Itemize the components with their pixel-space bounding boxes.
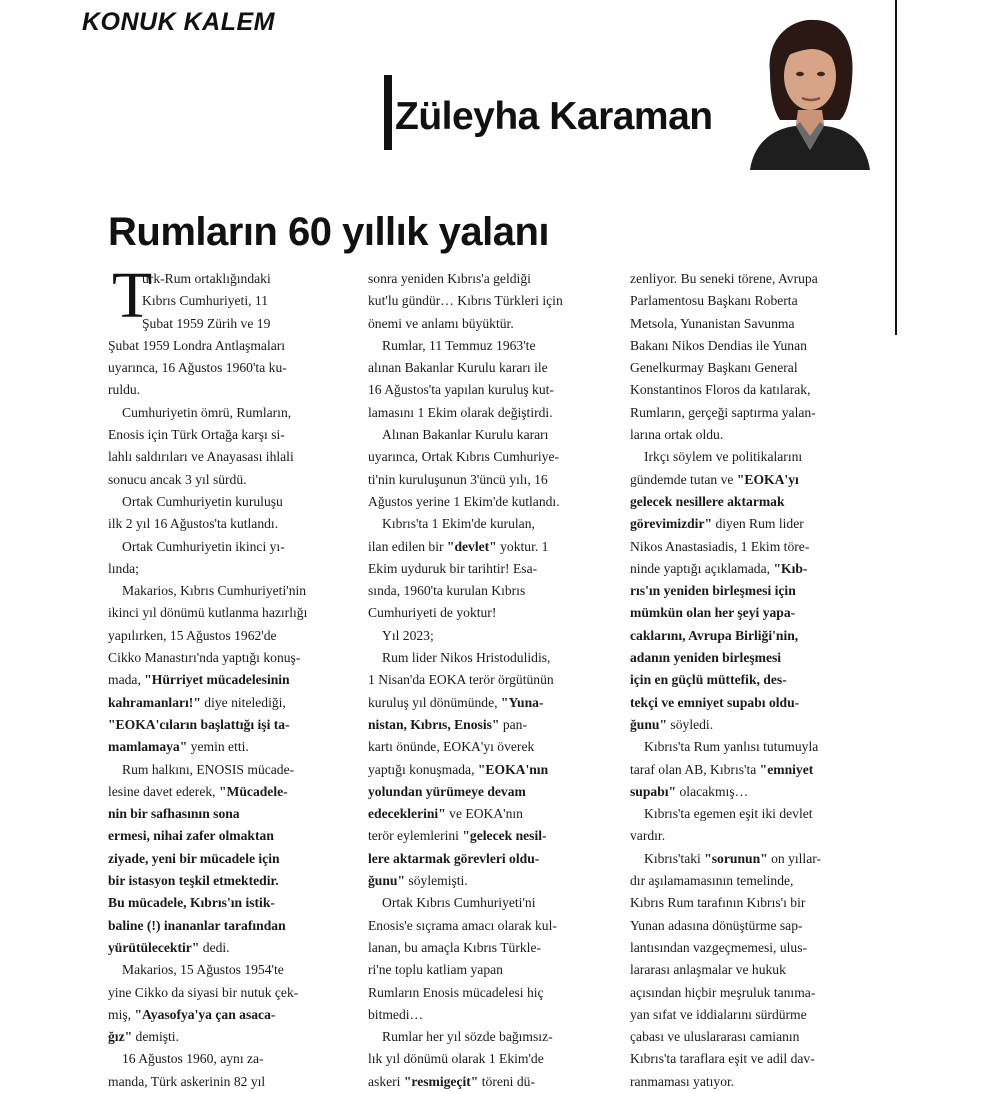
text-line <box>108 1071 360 1093</box>
text-line <box>630 870 880 892</box>
text-run: Ortak Kıbrıs Cumhuriyeti'ni <box>382 895 536 911</box>
text-run: lesine davet ederek, <box>108 783 219 799</box>
text-line <box>108 959 360 981</box>
text-run: Rum lider Nikos Hristodulidis, <box>382 650 551 666</box>
text-run: Metsola, Yunanistan Savunma <box>630 315 795 331</box>
text-line <box>108 335 360 357</box>
text-line <box>108 937 360 959</box>
text-line <box>630 892 880 914</box>
text-run: ti'nin kuruluşunun 3'üncü yılı, 16 <box>368 471 548 487</box>
emphasis-run: yürütülecektir" <box>108 939 200 955</box>
text-run: lanan, bu amaçla Kıbrıs Türkle- <box>368 939 542 955</box>
emphasis-run: baline (!) inananlar tarafından <box>108 917 286 933</box>
emphasis-run: bir istasyon teşkil etmektedir. <box>108 873 279 889</box>
text-run: Enosis'e sıçrama amacı olarak kul- <box>368 917 557 933</box>
text-line <box>368 892 621 914</box>
text-run: önemi ve anlamı büyüktür. <box>368 315 514 331</box>
text-run: on yıllar- <box>767 850 822 866</box>
emphasis-run: nistan, Kıbrıs, Enosis" <box>368 716 500 732</box>
text-run: açısından hiçbir meşruluk tanıma- <box>630 984 816 1000</box>
text-run: lantısından vazgeçmemesi, ulus- <box>630 939 808 955</box>
text-line <box>108 290 360 312</box>
text-line <box>108 469 360 491</box>
text-line <box>368 469 621 491</box>
text-run: yine Cikko da siyasi bir nutuk çek- <box>108 984 299 1000</box>
text-line <box>368 803 621 825</box>
text-line <box>368 870 621 892</box>
text-run: larına ortak oldu. <box>630 427 724 443</box>
text-run: Enosis için Türk Ortağa karşı si- <box>108 427 285 443</box>
text-line <box>108 536 360 558</box>
text-line <box>108 491 360 513</box>
text-line <box>630 937 880 959</box>
emphasis-run: "Hürriyet mücadelesinin <box>144 672 290 688</box>
text-line <box>368 580 621 602</box>
text-line <box>630 268 880 290</box>
text-line <box>108 1004 360 1026</box>
text-run: Kıbrıs Cumhuriyeti, 11 <box>142 293 268 309</box>
text-line <box>368 558 621 580</box>
text-line <box>630 469 880 491</box>
text-line <box>368 714 621 736</box>
text-line <box>108 625 360 647</box>
text-run: Rumların Enosis mücadelesi hiç <box>368 984 544 1000</box>
text-line <box>108 379 360 401</box>
text-run: miş, <box>108 1006 135 1022</box>
text-run: zenliyor. Bu seneki törene, Avrupa <box>630 271 818 286</box>
text-run: olacakmış… <box>676 783 749 799</box>
emphasis-run: lere aktarmak görevleri oldu- <box>368 850 540 866</box>
emphasis-run: nin bir safhasının sona <box>108 806 240 822</box>
text-line <box>368 1071 621 1093</box>
text-run: ilan edilen bir <box>368 538 447 554</box>
text-line <box>368 848 621 870</box>
article-column-2 <box>368 268 621 1093</box>
text-line <box>368 290 621 312</box>
emphasis-run: "EOKA'cıların başlattığı işi ta- <box>108 716 290 732</box>
column-rule <box>895 0 897 335</box>
text-line <box>368 402 621 424</box>
text-line <box>108 982 360 1004</box>
text-run: sonra yeniden Kıbrıs'a geldiği <box>368 271 531 286</box>
text-line <box>108 424 360 446</box>
emphasis-run: edeceklerini" <box>368 806 446 822</box>
text-line <box>108 825 360 847</box>
text-run: lında; <box>108 560 139 576</box>
text-line <box>108 892 360 914</box>
text-line <box>108 602 360 624</box>
text-line <box>630 825 880 847</box>
author-name: Züleyha Karaman <box>395 95 713 138</box>
text-run: Rumlar, 11 Temmuz 1963'te <box>382 337 536 353</box>
text-line <box>368 513 621 535</box>
text-run: demişti. <box>132 1029 179 1045</box>
text-run: Kıbrıs'taki <box>644 850 705 866</box>
text-line <box>108 446 360 468</box>
text-run: kuruluş yıl dönümünde, <box>368 694 501 710</box>
text-line <box>630 335 880 357</box>
text-line <box>368 1004 621 1026</box>
text-line <box>630 536 880 558</box>
text-line <box>630 1071 880 1093</box>
text-run: yaptığı konuşmada, <box>368 761 478 777</box>
text-run: Rum halkını, ENOSIS mücade- <box>122 761 295 777</box>
text-line <box>368 759 621 781</box>
emphasis-run: ğunu" <box>630 716 668 732</box>
text-line <box>630 647 880 669</box>
text-run: bitmedi… <box>368 1006 424 1022</box>
text-line <box>368 625 621 647</box>
emphasis-run: ermesi, nihai zafer olmaktan <box>108 828 274 844</box>
emphasis-run: adanın yeniden birleşmesi <box>630 650 782 666</box>
emphasis-run: "EOKA'nın <box>477 761 549 777</box>
text-line <box>630 736 880 758</box>
emphasis-run: ğız" <box>108 1029 133 1045</box>
text-run: Nikos Anastasiadis, 1 Ekim töre- <box>630 538 810 554</box>
text-line <box>108 558 360 580</box>
text-run: yemin etti. <box>187 739 249 755</box>
text-line <box>630 759 880 781</box>
text-line <box>108 268 360 290</box>
text-line <box>630 781 880 803</box>
text-run: Konstantinos Floros da katılarak, <box>630 382 811 398</box>
text-line <box>630 1004 880 1026</box>
text-line <box>108 1048 360 1070</box>
text-run: 1 Nisan'da EOKA terör örgütünün <box>368 672 554 688</box>
emphasis-run: "emniyet <box>759 761 814 777</box>
text-run: Cumhuriyeti de yoktur! <box>368 605 497 621</box>
text-line <box>108 647 360 669</box>
text-line <box>368 446 621 468</box>
text-line <box>108 714 360 736</box>
text-line <box>368 1048 621 1070</box>
text-run: vardır. <box>630 828 666 844</box>
portrait-image <box>740 10 876 170</box>
text-run: Kıbrıs'ta Rum yanlısı tutumuyla <box>644 739 819 755</box>
text-run: söyledi. <box>667 716 714 732</box>
text-line <box>630 1026 880 1048</box>
text-run: 16 Ağustos 1960, aynı za- <box>122 1051 264 1067</box>
text-line <box>108 513 360 535</box>
text-line <box>630 513 880 535</box>
text-run: gündemde tutan ve <box>630 471 737 487</box>
emphasis-run: ziyade, yeni bir mücadele için <box>108 850 280 866</box>
text-line <box>630 669 880 691</box>
text-line <box>368 736 621 758</box>
text-line <box>630 602 880 624</box>
text-line <box>368 647 621 669</box>
text-line <box>108 803 360 825</box>
text-line <box>368 268 621 290</box>
emphasis-run: "Yuna- <box>500 694 544 710</box>
text-line <box>368 491 621 513</box>
text-line <box>108 580 360 602</box>
text-line <box>108 313 360 335</box>
text-run: Makarios, Kıbrıs Cumhuriyeti'nin <box>122 583 307 599</box>
text-run: ürk-Rum ortaklığındaki <box>142 271 271 286</box>
text-line <box>108 736 360 758</box>
text-line <box>630 915 880 937</box>
emphasis-run: "Mücadele- <box>218 783 288 799</box>
emphasis-run: "Ayasofya'ya çan asaca- <box>134 1006 276 1022</box>
text-line <box>108 357 360 379</box>
text-run: Alınan Bakanlar Kurulu kararı <box>382 427 549 443</box>
text-line <box>630 424 880 446</box>
text-line <box>108 692 360 714</box>
text-run: Ortak Cumhuriyetin ikinci yı- <box>122 538 285 554</box>
text-run: Rumların, gerçeği saptırma yalan- <box>630 404 816 420</box>
text-line <box>108 402 360 424</box>
text-line <box>630 357 880 379</box>
text-run: Yıl 2023; <box>382 627 434 643</box>
text-line <box>368 982 621 1004</box>
text-run: Makarios, 15 Ağustos 1954'te <box>122 962 284 978</box>
text-run: mada, <box>108 672 145 688</box>
text-run: lararası anlaşmalar ve hukuk <box>630 962 786 978</box>
text-run: yapılırken, 15 Ağustos 1962'de <box>108 627 277 643</box>
text-line <box>108 1026 360 1048</box>
text-run: uyarınca, 16 Ağustos 1960'ta ku- <box>108 360 287 376</box>
text-run: Ağustos yerine 1 Ekim'de kutlandı. <box>368 493 560 509</box>
text-run: diye nitelediği, <box>200 694 286 710</box>
text-run: Bakanı Nikos Dendias ile Yunan <box>630 337 807 353</box>
text-line <box>630 379 880 401</box>
emphasis-run: mamlamaya" <box>108 739 188 755</box>
text-run: kut'lu gündür… Kıbrıs Türkleri için <box>368 293 563 309</box>
emphasis-run: "resmigeçit" <box>403 1073 479 1089</box>
text-line <box>368 825 621 847</box>
text-line <box>108 870 360 892</box>
text-run: Kıbrıs'ta taraflara eşit ve adil dav- <box>630 1051 815 1067</box>
text-line <box>630 491 880 513</box>
text-line <box>630 313 880 335</box>
text-run: pan- <box>499 716 528 732</box>
text-run: taraf olan AB, Kıbrıs'ta <box>630 761 760 777</box>
emphasis-run: için en güçlü müttefik, des- <box>630 672 787 688</box>
text-line <box>368 959 621 981</box>
text-run: ruldu. <box>108 382 141 398</box>
article-column-1 <box>108 259 360 1093</box>
text-line <box>368 424 621 446</box>
text-run: dedi. <box>199 939 230 955</box>
emphasis-run: "EOKA'yı <box>736 471 799 487</box>
text-run: söylemişti. <box>405 873 468 889</box>
text-run: Kıbrıs'ta egemen eşit iki devlet <box>644 806 813 822</box>
text-run: Ortak Cumhuriyetin kuruluşu <box>122 493 283 509</box>
text-line <box>108 848 360 870</box>
text-run: ikinci yıl dönümü kutlanma hazırlığı <box>108 605 308 621</box>
text-line <box>108 915 360 937</box>
emphasis-run: "sorunun" <box>704 850 768 866</box>
text-line <box>108 669 360 691</box>
emphasis-run: supabı" <box>630 783 677 799</box>
text-line <box>108 781 360 803</box>
text-line <box>368 915 621 937</box>
text-run: Cumhuriyetin ömrü, Rumların, <box>122 404 292 420</box>
emphasis-run: "gelecek nesil- <box>462 828 547 844</box>
text-run: diyen Rum lider <box>712 516 804 532</box>
emphasis-run: gelecek nesillere aktarmak <box>630 493 785 509</box>
text-run: lamasını 1 Ekim olarak değiştirdi. <box>368 404 553 420</box>
text-run: sonucu ancak 3 yıl sürdü. <box>108 471 247 487</box>
text-run: Irkçı söylem ve politikalarını <box>644 449 803 465</box>
text-line <box>368 1026 621 1048</box>
emphasis-run: kahramanları!" <box>108 694 201 710</box>
text-line <box>630 1048 880 1070</box>
text-line <box>630 959 880 981</box>
text-run: ninde yaptığı açıklamada, <box>630 560 774 576</box>
text-line <box>630 982 880 1004</box>
text-run: ve EOKA'nın <box>445 806 523 822</box>
text-run: alınan Bakanlar Kurulu kararı ile <box>368 360 548 376</box>
text-line <box>368 669 621 691</box>
text-run: çabası ve uluslararası camianın <box>630 1029 800 1045</box>
text-line <box>108 759 360 781</box>
text-run: Kıbrıs'ta 1 Ekim'de kurulan, <box>382 516 535 532</box>
text-run: Parlamentosu Başkanı Roberta <box>630 293 798 309</box>
emphasis-run: "Kıb- <box>773 560 808 576</box>
text-line <box>630 848 880 870</box>
emphasis-run: tekçi ve emniyet supabı oldu- <box>630 694 800 710</box>
text-run: Kıbrıs Rum tarafının Kıbrıs'ı bir <box>630 895 806 911</box>
text-run: lık yıl dönümü olarak 1 Ekim'de <box>368 1051 544 1067</box>
text-run: Ekim uyduruk bir tarihtir! Esa- <box>368 560 538 576</box>
text-line <box>368 379 621 401</box>
emphasis-run: Bu mücadele, Kıbrıs'ın istik- <box>108 895 275 911</box>
text-run: dır aşılamamasının temelinde, <box>630 873 794 889</box>
emphasis-run: "devlet" <box>446 538 497 554</box>
text-run: kartı önünde, EOKA'yı överek <box>368 739 535 755</box>
emphasis-run: rıs'ın yeniden birleşmesi için <box>630 583 796 599</box>
text-line <box>630 558 880 580</box>
text-run: yan sıfat ve iddialarını sürdürme <box>630 1006 807 1022</box>
text-run: Şubat 1959 Londra Antlaşmaları <box>108 337 286 353</box>
text-run: askeri <box>368 1073 404 1089</box>
text-run: Genelkurmay Başkanı General <box>630 360 798 376</box>
headline: Rumların 60 yıllık yalanı <box>108 210 550 254</box>
text-line <box>368 781 621 803</box>
text-run: lahlı saldırıları ve Anayasası ihlali <box>108 449 294 465</box>
drop-cap: T <box>112 259 153 332</box>
author-photo <box>740 10 876 170</box>
text-line <box>368 335 621 357</box>
text-line <box>630 290 880 312</box>
text-run: Cikko Manastırı'nda yaptığı konuş- <box>108 650 301 666</box>
emphasis-run: ğunu" <box>368 873 406 889</box>
text-run: ranmaması yatıyor. <box>630 1073 735 1089</box>
text-run: sında, 1960'ta kurulan Kıbrıs <box>368 583 526 599</box>
text-line <box>368 937 621 959</box>
text-line <box>368 357 621 379</box>
text-line <box>368 313 621 335</box>
name-accent-bar <box>384 75 392 150</box>
text-run: Rumlar her yıl sözde bağımsız- <box>382 1029 553 1045</box>
emphasis-run: mümkün olan her şeyi yapa- <box>630 605 796 621</box>
text-run: yoktur. 1 <box>496 538 549 554</box>
text-line <box>368 692 621 714</box>
text-run: terör eylemlerini <box>368 828 463 844</box>
text-line <box>630 692 880 714</box>
emphasis-run: caklarını, Avrupa Birliği'nin, <box>630 627 799 643</box>
text-run: Yunan adasına dönüştürme sap- <box>630 917 803 933</box>
text-line <box>630 402 880 424</box>
text-run: ri'ne toplu katliam yapan <box>368 962 503 978</box>
text-run: töreni dü- <box>478 1073 535 1089</box>
text-line <box>630 625 880 647</box>
text-line <box>368 536 621 558</box>
emphasis-run: görevimizdir" <box>630 516 713 532</box>
text-line <box>630 446 880 468</box>
text-run: manda, Türk askerinin 82 yıl <box>108 1073 266 1089</box>
article-column-3 <box>630 268 880 1093</box>
text-line <box>368 602 621 624</box>
text-run: Şubat 1959 Zürih ve 19 <box>142 315 271 331</box>
text-line <box>630 580 880 602</box>
section-label: KONUK KALEM <box>82 8 275 36</box>
text-line <box>630 714 880 736</box>
text-run: uyarınca, Ortak Kıbrıs Cumhuriye- <box>368 449 560 465</box>
text-run: 16 Ağustos'ta yapılan kuruluş kut- <box>368 382 554 398</box>
text-run: ilk 2 yıl 16 Ağustos'ta kutlandı. <box>108 516 279 532</box>
emphasis-run: yolundan yürümeye devam <box>368 783 526 799</box>
text-line <box>630 803 880 825</box>
